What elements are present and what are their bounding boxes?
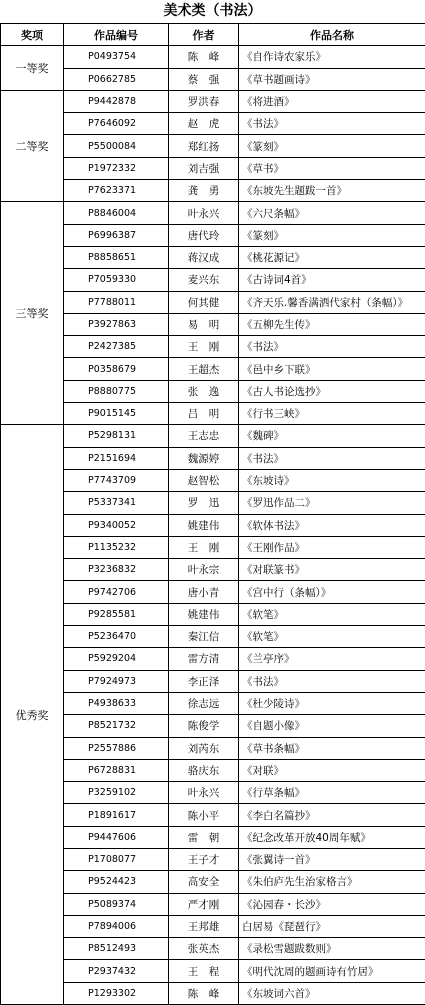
table-row — [1, 68, 425, 90]
work-number-cell: P2151694 — [64, 447, 169, 469]
author-cell: 陈俊学 — [169, 715, 239, 737]
work-number-cell: P9285581 — [64, 603, 169, 625]
author-cell: 张 逸 — [169, 380, 239, 402]
table-row — [1, 113, 425, 135]
table-row — [1, 403, 425, 425]
author-cell: 魏源婷 — [169, 447, 239, 469]
work-title-cell: 《书法》 — [239, 336, 425, 358]
table-row — [1, 871, 425, 893]
award-level-cell: 二等奖 — [1, 90, 64, 201]
work-title-cell: 《齐天乐.馨香满洒代家村（条幅）》 — [239, 291, 425, 313]
author-cell: 徐志远 — [169, 692, 239, 714]
work-number-cell: P0662785 — [64, 68, 169, 90]
table-row — [1, 514, 425, 536]
table-row — [1, 180, 425, 202]
table-body — [1, 46, 425, 1005]
work-title-cell: 《书法》 — [239, 447, 425, 469]
work-title-cell: 《杜少陵诗》 — [239, 692, 425, 714]
author-cell: 王 程 — [169, 960, 239, 982]
table-row — [1, 380, 425, 402]
work-number-cell: P1293302 — [64, 982, 169, 1004]
work-number-cell: P6728831 — [64, 759, 169, 781]
work-number-cell: P2557886 — [64, 737, 169, 759]
work-title-cell: 《宫中行（条幅）》 — [239, 581, 425, 603]
author-cell: 王超杰 — [169, 358, 239, 380]
work-number-cell: P2937432 — [64, 960, 169, 982]
author-cell: 李正泽 — [169, 670, 239, 692]
author-cell: 王子才 — [169, 848, 239, 870]
work-title-cell: 《魏碑》 — [239, 425, 425, 447]
work-title-cell: 《将进酒》 — [239, 90, 425, 112]
header-author: 作者 — [169, 24, 239, 46]
table-row — [1, 269, 425, 291]
author-cell: 秦江信 — [169, 626, 239, 648]
author-cell: 雷 朝 — [169, 826, 239, 848]
table-row — [1, 960, 425, 982]
table-row — [1, 492, 425, 514]
work-number-cell: P0358679 — [64, 358, 169, 380]
work-title-cell: 《王刚作品》 — [239, 536, 425, 558]
work-number-cell: P5298131 — [64, 425, 169, 447]
awards-table — [0, 23, 425, 1005]
author-cell: 吕 明 — [169, 403, 239, 425]
work-number-cell: P1972332 — [64, 157, 169, 179]
work-title-cell: 《古诗词4首》 — [239, 269, 425, 291]
table-row — [1, 938, 425, 960]
work-number-cell: P7788011 — [64, 291, 169, 313]
author-cell: 罗 迅 — [169, 492, 239, 514]
table-row — [1, 336, 425, 358]
work-number-cell: P8521732 — [64, 715, 169, 737]
table-row — [1, 90, 425, 112]
work-number-cell: P9015145 — [64, 403, 169, 425]
author-cell: 刘芮东 — [169, 737, 239, 759]
table-row — [1, 648, 425, 670]
table-row — [1, 782, 425, 804]
work-title-cell: 《朱伯庐先生治家格言》 — [239, 871, 425, 893]
table-row — [1, 692, 425, 714]
work-title-cell: 白居易《琵琶行》 — [239, 915, 425, 937]
work-number-cell: P3236832 — [64, 559, 169, 581]
page-title: 美术类（书法） — [0, 0, 425, 23]
work-number-cell: P5236470 — [64, 626, 169, 648]
work-number-cell: P5089374 — [64, 893, 169, 915]
work-title-cell: 《草书条幅》 — [239, 737, 425, 759]
table-row — [1, 202, 425, 224]
author-cell: 陈 峰 — [169, 982, 239, 1004]
table-row — [1, 224, 425, 246]
work-number-cell: P9442878 — [64, 90, 169, 112]
author-cell: 雷方清 — [169, 648, 239, 670]
award-level-cell: 一等奖 — [1, 46, 64, 91]
author-cell: 易 明 — [169, 313, 239, 335]
author-cell: 刘吉强 — [169, 157, 239, 179]
work-title-cell: 《行书三峡》 — [239, 403, 425, 425]
work-number-cell: P3259102 — [64, 782, 169, 804]
work-number-cell: P7059330 — [64, 269, 169, 291]
work-number-cell: P9524423 — [64, 871, 169, 893]
award-level-cell: 三等奖 — [1, 202, 64, 425]
work-number-cell: P1891617 — [64, 804, 169, 826]
author-cell: 姚建伟 — [169, 603, 239, 625]
work-title-cell: 《书法》 — [239, 113, 425, 135]
table-row — [1, 246, 425, 268]
work-title-cell: 《自题小像》 — [239, 715, 425, 737]
work-title-cell: 《李白名篇抄》 — [239, 804, 425, 826]
work-title-cell: 《东坡先生题跋一首》 — [239, 180, 425, 202]
work-title-cell: 《对联篆书》 — [239, 559, 425, 581]
table-row — [1, 915, 425, 937]
work-title-cell: 《古人书论选抄》 — [239, 380, 425, 402]
header-work-title: 作品名称 — [239, 24, 425, 46]
author-cell: 龚 勇 — [169, 180, 239, 202]
table-row — [1, 425, 425, 447]
table-row — [1, 313, 425, 335]
work-title-cell: 《对联》 — [239, 759, 425, 781]
work-title-cell: 《书法》 — [239, 670, 425, 692]
table-row — [1, 157, 425, 179]
work-number-cell: P1708077 — [64, 848, 169, 870]
work-title-cell: 《录松雪题跋数则》 — [239, 938, 425, 960]
work-title-cell: 《篆刻》 — [239, 224, 425, 246]
work-title-cell: 《行草条幅》 — [239, 782, 425, 804]
work-number-cell: P0493754 — [64, 46, 169, 68]
author-cell: 郑红扬 — [169, 135, 239, 157]
author-cell: 叶永兴 — [169, 202, 239, 224]
work-number-cell: P8846004 — [64, 202, 169, 224]
work-title-cell: 《明代沈周的题画诗有竹居》 — [239, 960, 425, 982]
table-row — [1, 603, 425, 625]
table-row — [1, 804, 425, 826]
work-number-cell: P5929204 — [64, 648, 169, 670]
author-cell: 唐小青 — [169, 581, 239, 603]
author-cell: 高安全 — [169, 871, 239, 893]
table-row — [1, 559, 425, 581]
work-title-cell: 《兰亭序》 — [239, 648, 425, 670]
work-title-cell: 《自作诗农家乐》 — [239, 46, 425, 68]
work-number-cell: P7646092 — [64, 113, 169, 135]
work-number-cell: P9742706 — [64, 581, 169, 603]
author-cell: 何其健 — [169, 291, 239, 313]
work-title-cell: 《东坡词六首》 — [239, 982, 425, 1004]
work-number-cell: P2427385 — [64, 336, 169, 358]
work-title-cell: 《五柳先生传》 — [239, 313, 425, 335]
work-title-cell: 《软笔》 — [239, 603, 425, 625]
author-cell: 蒋汉成 — [169, 246, 239, 268]
work-number-cell: P4938633 — [64, 692, 169, 714]
author-cell: 唐代玲 — [169, 224, 239, 246]
author-cell: 叶永宗 — [169, 559, 239, 581]
work-title-cell: 《草书题画诗》 — [239, 68, 425, 90]
work-title-cell: 《罗迅作品二》 — [239, 492, 425, 514]
work-number-cell: P7924973 — [64, 670, 169, 692]
table-row — [1, 358, 425, 380]
work-number-cell: P7623371 — [64, 180, 169, 202]
table-row — [1, 291, 425, 313]
author-cell: 陈小平 — [169, 804, 239, 826]
work-number-cell: P1135232 — [64, 536, 169, 558]
table-row — [1, 982, 425, 1004]
award-level-cell: 优秀奖 — [1, 425, 64, 1005]
work-number-cell: P7894006 — [64, 915, 169, 937]
table-header-row — [1, 24, 425, 46]
work-title-cell: 《东坡诗》 — [239, 469, 425, 491]
author-cell: 王 刚 — [169, 536, 239, 558]
author-cell: 严才刚 — [169, 893, 239, 915]
table-row — [1, 826, 425, 848]
work-title-cell: 《六尺条幅》 — [239, 202, 425, 224]
author-cell: 蔡 强 — [169, 68, 239, 90]
work-number-cell: P8880775 — [64, 380, 169, 402]
work-number-cell: P6996387 — [64, 224, 169, 246]
header-work-number: 作品编号 — [64, 24, 169, 46]
author-cell: 王 刚 — [169, 336, 239, 358]
work-title-cell: 《桃花源记》 — [239, 246, 425, 268]
work-number-cell: P5500084 — [64, 135, 169, 157]
work-title-cell: 《纪念改革开放40周年赋》 — [239, 826, 425, 848]
author-cell: 王志忠 — [169, 425, 239, 447]
table-row — [1, 536, 425, 558]
author-cell: 赵智松 — [169, 469, 239, 491]
work-number-cell: P8858651 — [64, 246, 169, 268]
work-number-cell: P9447606 — [64, 826, 169, 848]
work-title-cell: 《软体书法》 — [239, 514, 425, 536]
work-title-cell: 《草书》 — [239, 157, 425, 179]
work-number-cell: P9340052 — [64, 514, 169, 536]
table-row — [1, 447, 425, 469]
author-cell: 罗洪春 — [169, 90, 239, 112]
author-cell: 赵 虎 — [169, 113, 239, 135]
work-title-cell: 《张翼诗一首》 — [239, 848, 425, 870]
work-number-cell: P3927863 — [64, 313, 169, 335]
table-row — [1, 46, 425, 68]
table-row — [1, 626, 425, 648]
work-title-cell: 《篆刻》 — [239, 135, 425, 157]
table-row — [1, 670, 425, 692]
author-cell: 张英杰 — [169, 938, 239, 960]
author-cell: 陈 峰 — [169, 46, 239, 68]
table-row — [1, 759, 425, 781]
header-award: 奖项 — [1, 24, 64, 46]
table-row — [1, 848, 425, 870]
author-cell: 骆庆东 — [169, 759, 239, 781]
author-cell: 叶永兴 — [169, 782, 239, 804]
author-cell: 姚建伟 — [169, 514, 239, 536]
author-cell: 麦兴东 — [169, 269, 239, 291]
work-title-cell: 《沁园春・长沙》 — [239, 893, 425, 915]
table-row — [1, 469, 425, 491]
table-row — [1, 737, 425, 759]
table-row — [1, 893, 425, 915]
table-row — [1, 135, 425, 157]
table-row — [1, 715, 425, 737]
work-number-cell: P5337341 — [64, 492, 169, 514]
table-row — [1, 581, 425, 603]
work-number-cell: P7743709 — [64, 469, 169, 491]
work-title-cell: 《软笔》 — [239, 626, 425, 648]
author-cell: 王邦雄 — [169, 915, 239, 937]
work-title-cell: 《邑中乡下联》 — [239, 358, 425, 380]
work-number-cell: P8512493 — [64, 938, 169, 960]
